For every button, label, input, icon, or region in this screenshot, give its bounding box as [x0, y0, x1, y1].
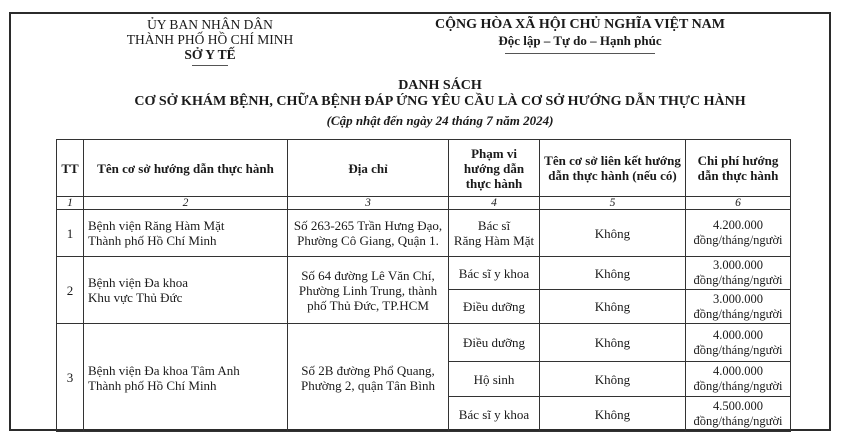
practice-scope: Bác sĩ y khoa: [449, 257, 540, 290]
scope-line: Bác sĩ: [477, 218, 511, 233]
practice-scope: Bác sĩ y khoa: [449, 397, 540, 432]
col-index: 3: [288, 197, 449, 210]
facility-name-line: Khu vực Thủ Đức: [88, 290, 183, 305]
national-motto: Độc lập – Tự do – Hạnh phúc: [498, 33, 662, 48]
col-index: 2: [84, 197, 288, 210]
linked-facility: Không: [540, 324, 686, 362]
agency-line-2: THÀNH PHỐ HỒ CHÍ MINH: [126, 32, 294, 47]
facility-name-line: Thành phố Hồ Chí Minh: [88, 377, 217, 393]
fee-unit: đồng/tháng/người: [693, 306, 783, 321]
address-line: Số 263-265 Trần Hưng Đạo,: [293, 218, 443, 233]
issuing-agency: [100, 17, 320, 66]
divider: [505, 53, 655, 54]
col-header-linked: Tên cơ sở liên kết hướng dẫn thực hành (nếu có): [540, 140, 686, 197]
table-row: [57, 210, 791, 257]
agency-department: SỞ Y TẾ: [184, 47, 236, 62]
practice-scope: Hộ sinh: [449, 362, 540, 397]
address-line: phố Thủ Đức, TP.HCM: [307, 297, 429, 313]
document-title: [60, 78, 820, 130]
practice-scope: [449, 210, 540, 257]
facility-name-line: Bệnh viện Răng Hàm Mặt: [88, 218, 225, 233]
row-tt: 3: [57, 324, 84, 432]
col-header-fee: Chi phí hướng dẫn thực hành: [686, 140, 791, 197]
linked-facility: Không: [540, 290, 686, 324]
linked-facility: Không: [540, 210, 686, 257]
practice-scope: Điều dưỡng: [449, 324, 540, 362]
fee-unit: đồng/tháng/người: [693, 414, 783, 428]
fee-amount: 4.500.000: [713, 399, 763, 413]
divider: [192, 65, 228, 66]
table-row: [57, 257, 791, 290]
practice-fee: [686, 324, 791, 362]
title-line-2: CƠ SỞ KHÁM BỆNH, CHỮA BỆNH ĐÁP ỨNG YÊU CẦU LÀ CƠ SỞ HƯỚNG DẪN THỰC HÀNH: [134, 94, 746, 109]
col-index: 4: [449, 197, 540, 210]
facility-name-line: Bệnh viện Đa khoa Tâm Anh: [88, 362, 240, 378]
practice-fee: [686, 397, 791, 432]
practice-scope: Điều dưỡng: [449, 290, 540, 324]
national-header: [430, 17, 730, 54]
fee-unit: đồng/tháng/người: [693, 379, 783, 393]
facility-name-line: Bệnh viện Đa khoa: [88, 275, 189, 290]
practice-fee: [686, 257, 791, 290]
col-header-address: Địa chỉ: [288, 140, 449, 197]
fee-unit: đồng/tháng/người: [693, 233, 783, 247]
linked-facility: Không: [540, 397, 686, 432]
fee-amount: 4.000.000: [713, 364, 763, 378]
column-index-row: [57, 197, 791, 210]
facility-name-line: Thành phố Hồ Chí Minh: [88, 233, 217, 248]
address-line: Phường Cô Giang, Quận 1.: [297, 233, 439, 248]
practice-fee: [686, 362, 791, 397]
col-index: 6: [686, 197, 791, 210]
facility-name: [84, 324, 288, 432]
col-header-scope: Phạm vi hướng dẫn thực hành: [449, 140, 540, 197]
table-row: [57, 324, 791, 362]
country-name: CỘNG HÒA XÃ HỘI CHỦ NGHĨA VIỆT NAM: [434, 17, 725, 32]
col-index: 1: [57, 197, 84, 210]
table-header-row: [57, 140, 791, 197]
title-line-1: DANH SÁCH: [398, 78, 482, 93]
fee-unit: đồng/tháng/người: [693, 273, 783, 287]
agency-line-1: ỦY BAN NHÂN DÂN: [147, 17, 273, 32]
facilities-table: [56, 139, 791, 432]
linked-facility: Không: [540, 257, 686, 290]
row-tt: 2: [57, 257, 84, 324]
fee-amount: 4.000.000: [713, 327, 763, 342]
facility-address: [288, 210, 449, 257]
col-header-name: Tên cơ sở hướng dẫn thực hành: [84, 140, 288, 197]
practice-fee: [686, 210, 791, 257]
scope-line: Răng Hàm Mặt: [453, 233, 535, 248]
facility-address: [288, 257, 449, 324]
row-tt: 1: [57, 210, 84, 257]
linked-facility: Không: [540, 362, 686, 397]
title-subtitle: (Cập nhật đến ngày 24 tháng 7 năm 2024): [326, 113, 554, 128]
col-header-tt: TT: [57, 140, 84, 197]
address-line: Phường 2, quận Tân Bình: [301, 377, 435, 393]
fee-amount: 3.000.000: [713, 291, 763, 306]
address-line: Số 2B đường Phổ Quang,: [301, 362, 435, 378]
facility-name: [84, 257, 288, 324]
facility-address: [288, 324, 449, 432]
facility-name: [84, 210, 288, 257]
fee-unit: đồng/tháng/người: [693, 342, 783, 357]
fee-amount: 3.000.000: [713, 258, 763, 272]
address-line: Số 64 đường Lê Văn Chí,: [301, 267, 435, 283]
fee-amount: 4.200.000: [713, 218, 763, 232]
col-index: 5: [540, 197, 686, 210]
address-line: Phường Linh Trung, thành: [298, 282, 438, 298]
practice-fee: [686, 290, 791, 324]
